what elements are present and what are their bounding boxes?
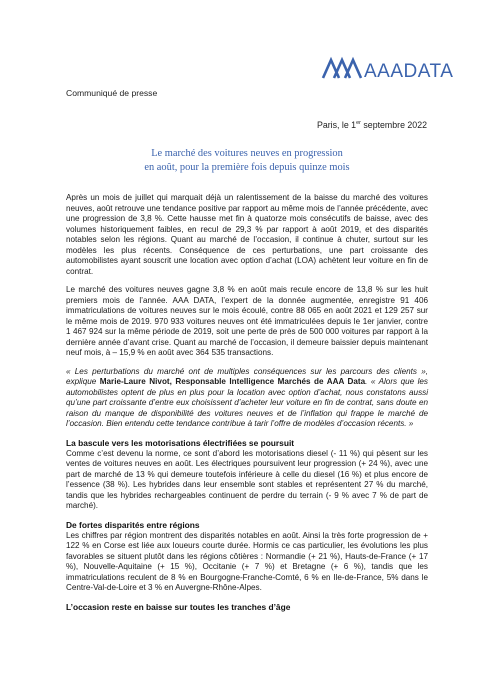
dateline-superscript: er [356, 120, 361, 127]
paragraph-market: Le marché des voitures neuves gagne 3,8 % en août mais recule encore de 13,8 % sur les huit premiers mois de l’année. AAA DATA, l’expert de la donnée augmentée, enregistre 91 406 immatriculations de voitures neuves sur le mois écoulé, contre 88 065 en août 2021 et 129 257 sur le même mois de 2019. 970 933 voitures neuves ont été immatriculées depuis le 1er janvier, contre 1 467 924 sur la même période de 2019, soit une perte de près de 500 000 voitures par rapport à la dernière année d’avant crise. Quant au marché de l’occasion, il demeure baissier depuis maintenant neuf mois, à – 15,9 % en août avec 364 535 transactions. [66, 285, 428, 357]
dateline-suffix: septembre 2022 [360, 120, 427, 130]
paragraph-quote [66, 367, 428, 430]
dateline-prefix: Paris, le 1 [316, 120, 357, 130]
section-heading: De fortes disparités entre régions [66, 519, 200, 530]
aaadata-logo [322, 56, 454, 82]
quote-start: « Les perturbations du marché ont de multiples conséquences sur les parcours des clients », explique [66, 366, 428, 386]
quote-speaker: Marie-Laure Nivot, Responsable Intelligence Marchés de AAA Data [99, 377, 366, 386]
section-text: Les chiffres par région montrent des disparités notables en août. Ainsi la très forte progression de + 122 % en Corse est liée aux loueurs courte durée. Hormis ce cas particulier, les évolutions les plus favorables se situent plutôt dans les régions côtières : Normandie (+ 21 %), Hauts-de-France (+ 17 %), Nouvelle-Aquitaine (+ 15 %), Occitanie (+ 7 %) et Bretagne (+ 6 %), tandis que les immatriculations reculent de 8 % en Bourgogne-Franche-Comté, 6 % en Ile-de-France, 5% dans le Centre-Val-de-Loire et 3 % en Auvergne-Rhône-Alpes. [66, 530, 428, 592]
logo-wordmark: AAADATA [364, 61, 454, 82]
quote-rest: . « Alors que les automobilistes optent de plus en plus pour la location avec option d’achat, nous constatons aussi qu’une part croissante d’entre eux choisissent d’acheter leur voiture en fin de contrat, sans doute en raison du manque de disponibilité des voitures neuves et de l’inflation qui frappe le marché de l’occasion. Bien entendu cette tendance contribue à tarir l’offre de modèles d’occasion récents. » [66, 377, 428, 428]
dateline [317, 120, 427, 130]
section-electrified [66, 438, 428, 512]
paragraph-intro: Après un mois de juillet qui marquait déjà un ralentissement de la baisse du marché des voitures neuves, août retrouve une tendance positive par rapport au même mois de l’année précédente, avec une progression de 3,8 %. Cette hausse met fin à quatorze mois consécutifs de baisse, avec des volumes historiquement faibles, en recul de 29,3 % par rapport à août 2019, et des disparités notables selon les régions. Quant au marché de l’occasion, il continue à chuter, surtout sur les modèles les plus récents. Conséquence de ces perturbations, une part croissante des automobilistes ayant souscrit une location avec option d’achat (LOA) achètent leur voiture en fin de contrat. [66, 193, 428, 276]
headline-line-1: Le marché des voitures neuves en progression [151, 148, 343, 159]
section-text: Comme c’est devenu la norme, ce sont d’abord les motorisations diesel (- 11 %) qui pèsent sur les ventes de voitures neuves en août. Les électriques poursuivent leur progression (+ 24 %), avec une part de marché de 13 % qui demeure toutefois inférieure à celle du diesel (16 %) et plus encore de l’essence (38 %). Les hybrides dans leur ensemble sont stables et représentent 27 % du marché, tandis que les hybrides rechargeables continuent de perdre du terrain (- 9 % avec 7 % de part de marché). [66, 448, 428, 510]
section-heading: La bascule vers les motorisations électrifiées se poursuit [66, 437, 295, 448]
press-release-label: Communiqué de presse [66, 88, 158, 98]
section-used-cars [66, 602, 428, 613]
article-body [66, 193, 428, 619]
headline-line-2: en août, pour la première fois depuis quinze mois [144, 162, 350, 173]
section-heading: L’occasion reste en baisse sur toutes les tranches d’âge [66, 601, 291, 612]
headline [66, 147, 428, 175]
section-regions [66, 520, 428, 594]
